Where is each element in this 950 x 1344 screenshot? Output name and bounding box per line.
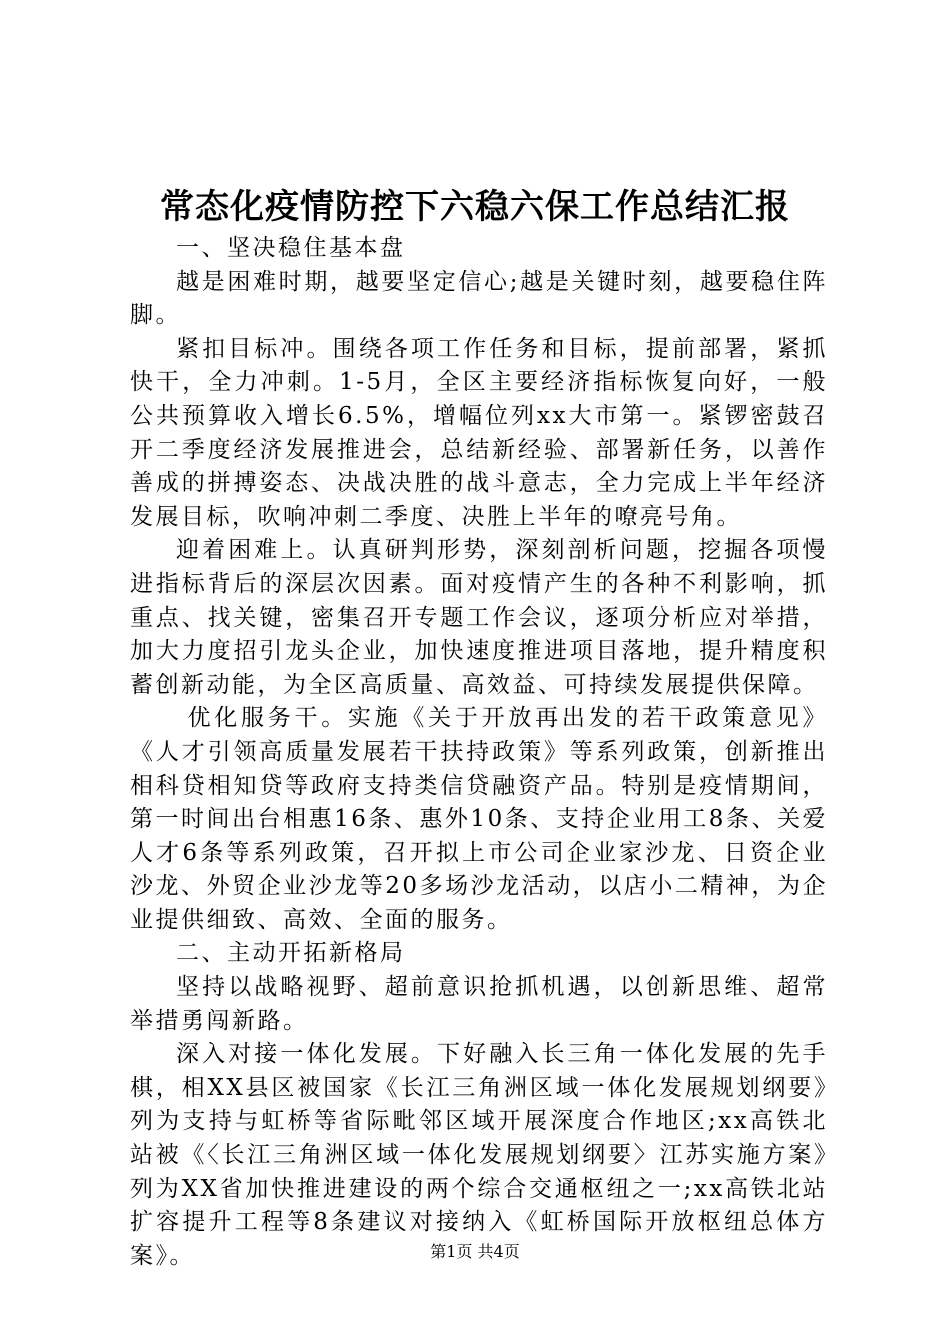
paragraph: 越是困难时期，越要坚定信心;越是关键时刻，越要稳住阵脚。 [130,268,828,329]
section-heading: 二、主动开拓新格局 [176,940,406,967]
document-body [130,232,828,1273]
paragraph: 坚持以战略视野、超前意识抢抓机遇，以创新思维、超常举措勇闯新路。 [130,974,828,1034]
paragraph: 迎着困难上。认真研判形势，深刻剖析问题，挖掘各项慢进指标背后的深层次因素。面对疫情产生的各种不利影响，抓重点、找关键，密集召开专题工作会议，逐项分析应对举措，加大力度招引龙头企业，加快速度推进项目落地，提升精度积蓄创新动能，为全区高质量、高效益、可持续发展提供保障。 [130,537,828,698]
page-number-footer: 第1页 共4页 [430,1242,520,1261]
document-title: 常态化疫情防控下六稳六保工作总结汇报 [160,187,790,227]
section-heading: 一、坚决稳住基本盘 [176,235,406,261]
paragraph: 优化服务干。实施《关于开放再出发的若干政策意见》《人才引领高质量发展若干扶持政策》等系列政策，创新推出相科贷相知贷等政府支持类信贷融资产品。特别是疫情期间，第一时间出台相惠16条、惠外10条、支持企业用工8条、关爱人才6条等系列政策，召开拟上市公司企业家沙龙、日资企业沙龙、外贸企业沙龙等20多场沙龙活动，以店小二精神，为企业提供细致、高效、全面的服务。 [130,705,828,933]
paragraph: 紧扣目标冲。围绕各项工作任务和目标，提前部署，紧抓快干，全力冲刺。1-5月，全区主要经济指标恢复向好，一般公共预算收入增长6.5%，增幅位列xx大市第一。紧锣密鼓召开二季度经济发展推进会，总结新经验、部署新任务，以善作善成的拼搏姿态、决战决胜的战斗意志，全力完成上半年经济发展目标，吹响冲刺二季度、决胜上半年的嘹亮号角。 [130,335,828,530]
paragraph: 深入对接一体化发展。下好融入长三角一体化发展的先手棋，相XX县区被国家《长江三角洲区域一体化发展规划纲要》列为支持与虹桥等省际毗邻区域开展深度合作地区;xx高铁北站被《〈长江三角洲区域一体化发展规划纲要〉江苏实施方案》列为XX省加快推进建设的两个综合交通枢纽之一;xx高铁北站扩容提升工程等8条建议对接纳入《虹桥国际开放枢纽总体方案》。 [130,1041,828,1269]
